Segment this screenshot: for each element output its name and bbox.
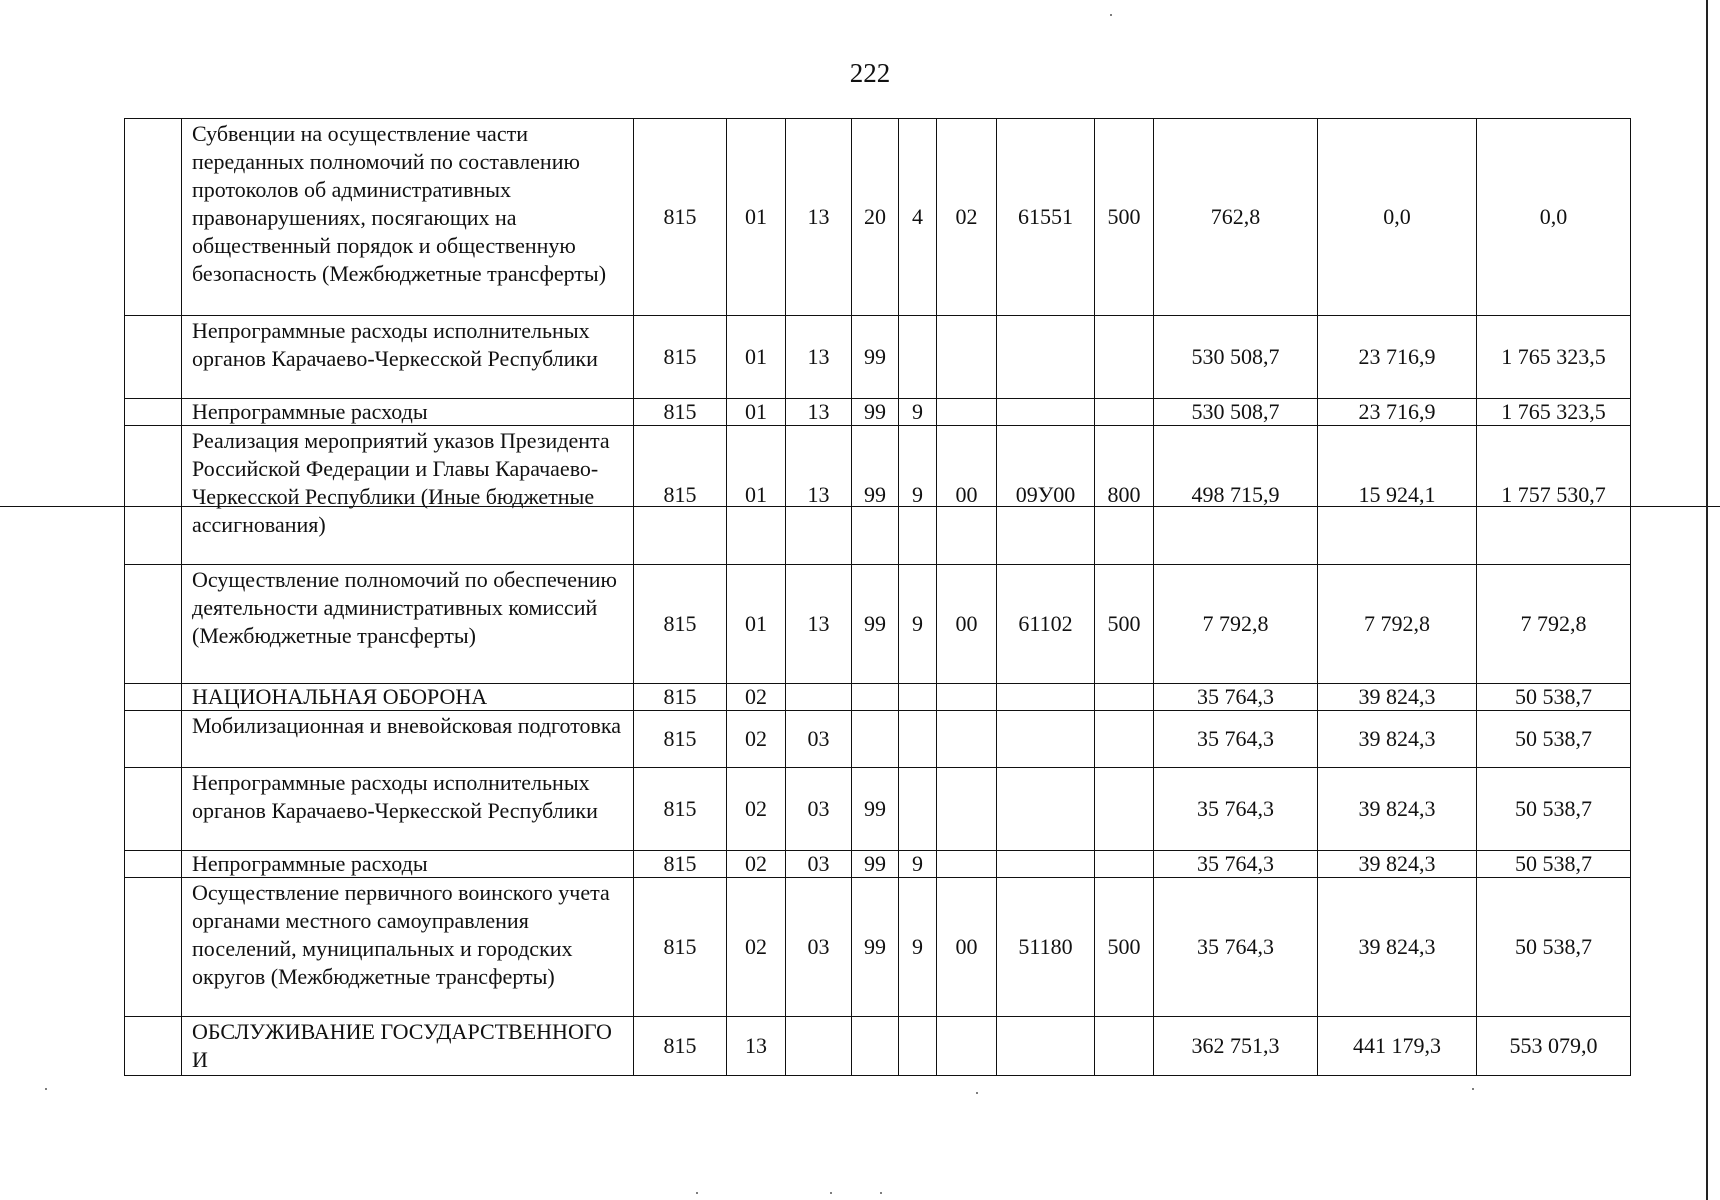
amount-cell: 35 764,3 xyxy=(1154,878,1318,1017)
code-cell: 01 xyxy=(727,119,786,316)
code-cell: 9 xyxy=(899,399,937,426)
amount-cell: 50 538,7 xyxy=(1477,711,1631,768)
row-name-cell: Осуществление полномочий по обеспечению деятельности административных комиссий (Межбюджетные трансферты) xyxy=(182,565,634,684)
row-number-cell xyxy=(125,119,182,316)
row-name-cell: ОБСЛУЖИВАНИЕ ГОСУДАРСТВЕННОГО И xyxy=(182,1017,634,1076)
code-cell: 99 xyxy=(852,316,899,399)
code-cell xyxy=(937,768,997,851)
code-cell xyxy=(937,1017,997,1076)
code-cell xyxy=(1095,851,1154,878)
scan-speck xyxy=(880,1192,882,1194)
code-cell xyxy=(997,399,1095,426)
amount-cell: 35 764,3 xyxy=(1154,851,1318,878)
code-cell: 815 xyxy=(634,851,727,878)
amount-cell: 0,0 xyxy=(1318,119,1477,316)
amount-cell: 1 765 323,5 xyxy=(1477,316,1631,399)
code-cell: 00 xyxy=(937,565,997,684)
amount-cell: 15 924,1 xyxy=(1318,426,1477,565)
amount-cell: 23 716,9 xyxy=(1318,316,1477,399)
code-cell xyxy=(786,1017,852,1076)
row-number-cell xyxy=(125,426,182,565)
code-cell: 20 xyxy=(852,119,899,316)
row-number-cell xyxy=(125,711,182,768)
row-number-cell xyxy=(125,565,182,684)
code-cell xyxy=(852,684,899,711)
amount-cell: 35 764,3 xyxy=(1154,768,1318,851)
table-row xyxy=(125,1017,1631,1076)
code-cell: 99 xyxy=(852,768,899,851)
code-cell: 09У00 xyxy=(997,426,1095,565)
code-cell: 815 xyxy=(634,768,727,851)
row-name-cell: Осуществление первичного воинского учета органами местного самоуправления поселений, муниципальных и городских округов (Межбюджетные трансферты) xyxy=(182,878,634,1017)
code-cell: 800 xyxy=(1095,426,1154,565)
code-cell: 99 xyxy=(852,565,899,684)
budget-table xyxy=(124,118,1631,1076)
code-cell xyxy=(997,851,1095,878)
code-cell: 9 xyxy=(899,878,937,1017)
code-cell xyxy=(899,1017,937,1076)
amount-cell: 1 765 323,5 xyxy=(1477,399,1631,426)
code-cell: 815 xyxy=(634,711,727,768)
code-cell: 13 xyxy=(786,565,852,684)
code-cell: 815 xyxy=(634,426,727,565)
row-number-cell xyxy=(125,768,182,851)
code-cell xyxy=(937,316,997,399)
code-cell xyxy=(1095,684,1154,711)
code-cell: 13 xyxy=(786,316,852,399)
scan-speck xyxy=(1472,1088,1474,1090)
scan-speck xyxy=(45,1088,47,1090)
code-cell: 01 xyxy=(727,316,786,399)
code-cell: 99 xyxy=(852,399,899,426)
code-cell xyxy=(899,684,937,711)
row-name-cell: Непрограммные расходы xyxy=(182,399,634,426)
amount-cell: 362 751,3 xyxy=(1154,1017,1318,1076)
scan-edge xyxy=(1706,0,1708,1200)
code-cell: 13 xyxy=(727,1017,786,1076)
code-cell: 815 xyxy=(634,399,727,426)
code-cell: 02 xyxy=(727,768,786,851)
code-cell: 03 xyxy=(786,711,852,768)
code-cell: 9 xyxy=(899,426,937,565)
amount-cell: 530 508,7 xyxy=(1154,316,1318,399)
row-name-cell: Реализация мероприятий указов Президента Российской Федерации и Главы Карачаево-Черкесской Республики (Иные бюджетные ассигнования) xyxy=(182,426,634,565)
amount-cell: 50 538,7 xyxy=(1477,878,1631,1017)
code-cell xyxy=(1095,711,1154,768)
code-cell: 00 xyxy=(937,878,997,1017)
amount-cell: 7 792,8 xyxy=(1318,565,1477,684)
code-cell xyxy=(997,316,1095,399)
table-row xyxy=(125,711,1631,768)
table-row xyxy=(125,565,1631,684)
code-cell: 13 xyxy=(786,119,852,316)
row-name-cell: Непрограммные расходы xyxy=(182,851,634,878)
code-cell: 815 xyxy=(634,1017,727,1076)
row-name-cell: НАЦИОНАЛЬНАЯ ОБОРОНА xyxy=(182,684,634,711)
amount-cell: 35 764,3 xyxy=(1154,711,1318,768)
amount-cell: 39 824,3 xyxy=(1318,878,1477,1017)
code-cell xyxy=(852,1017,899,1076)
amount-cell: 50 538,7 xyxy=(1477,768,1631,851)
code-cell: 02 xyxy=(727,711,786,768)
amount-cell: 39 824,3 xyxy=(1318,711,1477,768)
amount-cell: 39 824,3 xyxy=(1318,851,1477,878)
amount-cell: 498 715,9 xyxy=(1154,426,1318,565)
amount-cell: 50 538,7 xyxy=(1477,851,1631,878)
scan-line xyxy=(0,506,1720,507)
amount-cell: 39 824,3 xyxy=(1318,684,1477,711)
amount-cell: 35 764,3 xyxy=(1154,684,1318,711)
amount-cell: 441 179,3 xyxy=(1318,1017,1477,1076)
row-name-cell: Непрограммные расходы исполнительных органов Карачаево-Черкесской Республики xyxy=(182,768,634,851)
code-cell: 9 xyxy=(899,851,937,878)
amount-cell: 23 716,9 xyxy=(1318,399,1477,426)
code-cell: 9 xyxy=(899,565,937,684)
scan-speck xyxy=(976,1092,978,1094)
code-cell: 815 xyxy=(634,565,727,684)
code-cell: 500 xyxy=(1095,119,1154,316)
code-cell: 500 xyxy=(1095,878,1154,1017)
code-cell: 01 xyxy=(727,426,786,565)
row-number-cell xyxy=(125,399,182,426)
code-cell: 815 xyxy=(634,684,727,711)
scan-speck xyxy=(1110,14,1112,16)
table-row xyxy=(125,426,1631,565)
row-number-cell xyxy=(125,316,182,399)
table-row xyxy=(125,399,1631,426)
code-cell xyxy=(937,711,997,768)
row-number-cell xyxy=(125,878,182,1017)
row-name-cell: Субвенции на осуществление части переданных полномочий по составлению протоколов об административных правонарушениях, посягающих на общественный порядок и общественную безопасность (Межбюджетные трансферты) xyxy=(182,119,634,316)
code-cell: 01 xyxy=(727,399,786,426)
amount-cell: 530 508,7 xyxy=(1154,399,1318,426)
amount-cell: 39 824,3 xyxy=(1318,768,1477,851)
amount-cell: 762,8 xyxy=(1154,119,1318,316)
scan-speck xyxy=(830,1192,832,1194)
code-cell xyxy=(937,851,997,878)
amount-cell: 7 792,8 xyxy=(1154,565,1318,684)
code-cell xyxy=(852,711,899,768)
code-cell: 99 xyxy=(852,878,899,1017)
code-cell xyxy=(899,768,937,851)
code-cell: 13 xyxy=(786,399,852,426)
code-cell xyxy=(997,768,1095,851)
amount-cell: 1 757 530,7 xyxy=(1477,426,1631,565)
code-cell xyxy=(786,684,852,711)
table-row xyxy=(125,119,1631,316)
code-cell xyxy=(997,684,1095,711)
table-row xyxy=(125,684,1631,711)
code-cell: 03 xyxy=(786,878,852,1017)
code-cell: 99 xyxy=(852,426,899,565)
code-cell: 02 xyxy=(727,851,786,878)
code-cell: 13 xyxy=(786,426,852,565)
code-cell xyxy=(937,684,997,711)
table-row xyxy=(125,851,1631,878)
amount-cell: 553 079,0 xyxy=(1477,1017,1631,1076)
code-cell: 99 xyxy=(852,851,899,878)
code-cell: 02 xyxy=(937,119,997,316)
table-row xyxy=(125,878,1631,1017)
code-cell: 01 xyxy=(727,565,786,684)
code-cell xyxy=(1095,399,1154,426)
row-number-cell xyxy=(125,851,182,878)
code-cell: 815 xyxy=(634,878,727,1017)
code-cell xyxy=(1095,768,1154,851)
code-cell xyxy=(899,711,937,768)
code-cell xyxy=(997,1017,1095,1076)
amount-cell: 7 792,8 xyxy=(1477,565,1631,684)
code-cell xyxy=(1095,1017,1154,1076)
code-cell: 51180 xyxy=(997,878,1095,1017)
code-cell: 500 xyxy=(1095,565,1154,684)
code-cell: 815 xyxy=(634,119,727,316)
code-cell xyxy=(1095,316,1154,399)
code-cell: 02 xyxy=(727,878,786,1017)
scan-speck xyxy=(696,1192,698,1194)
code-cell: 02 xyxy=(727,684,786,711)
code-cell: 4 xyxy=(899,119,937,316)
code-cell: 61102 xyxy=(997,565,1095,684)
amount-cell: 50 538,7 xyxy=(1477,684,1631,711)
code-cell: 00 xyxy=(937,426,997,565)
row-number-cell xyxy=(125,684,182,711)
row-number-cell xyxy=(125,1017,182,1076)
row-name-cell: Мобилизационная и вневойсковая подготовка xyxy=(182,711,634,768)
code-cell: 61551 xyxy=(997,119,1095,316)
code-cell: 815 xyxy=(634,316,727,399)
table-row xyxy=(125,316,1631,399)
code-cell xyxy=(997,711,1095,768)
code-cell xyxy=(899,316,937,399)
amount-cell: 0,0 xyxy=(1477,119,1631,316)
table-row xyxy=(125,768,1631,851)
code-cell: 03 xyxy=(786,768,852,851)
row-name-cell: Непрограммные расходы исполнительных органов Карачаево-Черкесской Республики xyxy=(182,316,634,399)
code-cell: 03 xyxy=(786,851,852,878)
code-cell xyxy=(937,399,997,426)
page-number: 222 xyxy=(849,58,891,88)
